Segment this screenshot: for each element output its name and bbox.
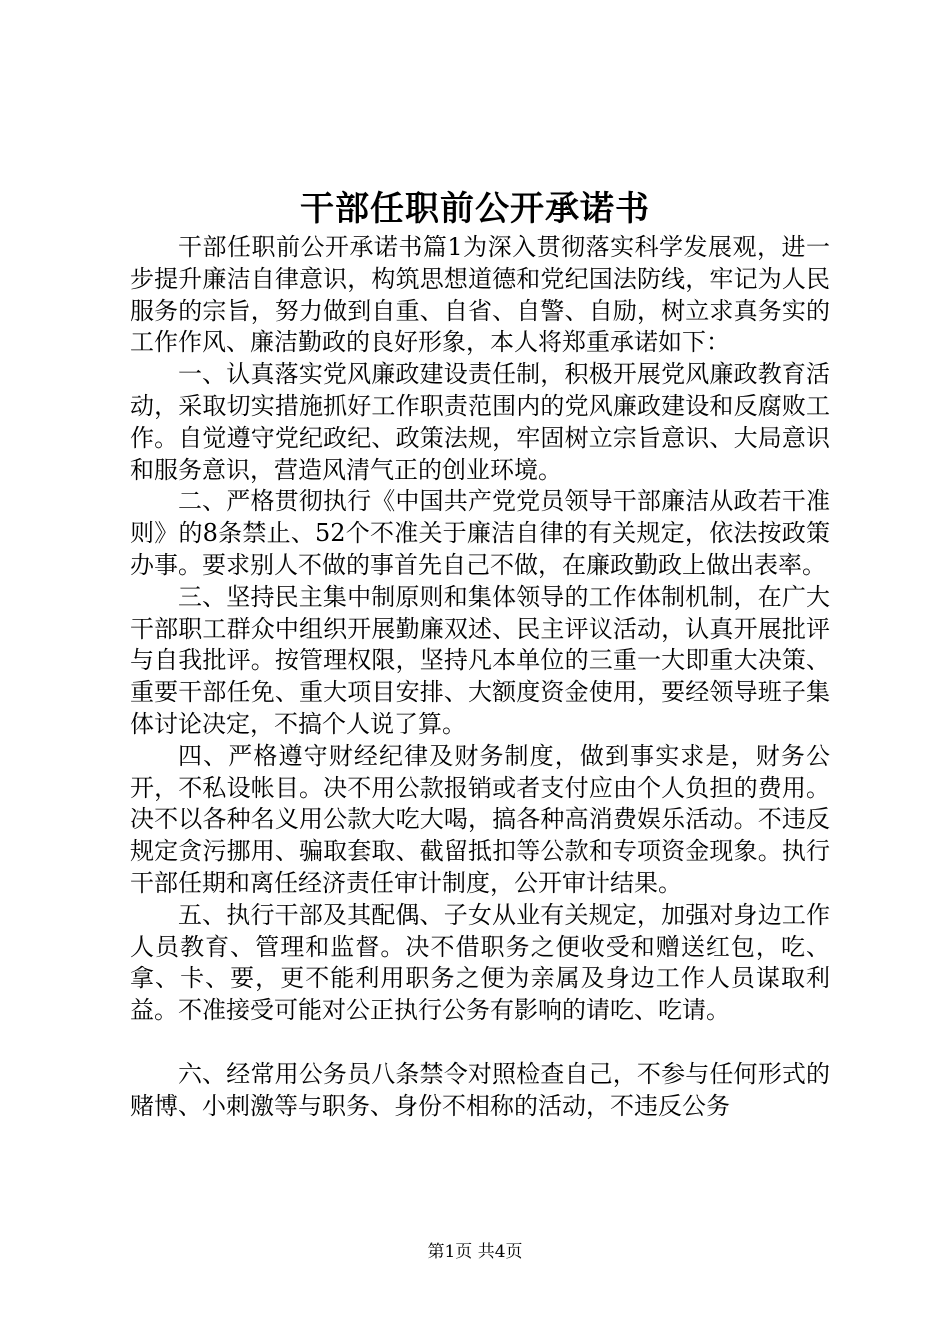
document-title: 干部任职前公开承诺书 xyxy=(300,189,650,229)
page-number-footer: 第1页 共4页 xyxy=(427,1242,523,1262)
paragraph-item-5: 五、执行干部及其配偶、子女从业有关规定，加强对身边工作人员教育、管理和监督。决不借职务之便收受和赠送红包，吃、拿、卡、要，更不能利用职务之便为亲属及身边工作人员谋取利益。不准接受可能对公正执行公务有影响的请吃、吃请。 xyxy=(130,900,830,1025)
paragraph-item-1: 一、认真落实党风廉政建设责任制，积极开展党风廉政教育活动，采取切实措施抓好工作职责范围内的党风廉政建设和反腐败工作。自觉遵守党纪政纪、政策法规，牢固树立宗旨意识、大局意识和服务意识，营造风清气正的创业环境。 xyxy=(130,360,830,484)
paragraph-intro: 干部任职前公开承诺书篇1为深入贯彻落实科学发展观，进一步提升廉洁自律意识，构筑思想道德和党纪国法防线，牢记为人民服务的宗旨，努力做到自重、自省、自警、自励，树立求真务实的工作作风、廉洁勤政的良好形象，本人将郑重承诺如下： xyxy=(130,233,830,357)
paragraph-item-6: 六、经常用公务员八条禁令对照检查自己，不参与任何形式的赌博、小刺激等与职务、身份不相称的活动，不违反公务 xyxy=(130,1059,830,1120)
document-body xyxy=(130,232,830,1123)
paragraph-item-3: 三、坚持民主集中制原则和集体领导的工作体制机制，在广大干部职工群众中组织开展勤廉双述、民主评议活动，认真开展批评与自我批评。按管理权限，坚持凡本单位的三重一大即重大决策、重要干部任免、重大项目安排、大额度资金使用，要经领导班子集体讨论决定，不搞个人说了算。 xyxy=(130,582,830,738)
paragraph-item-4: 四、严格遵守财经纪律及财务制度，做到事实求是，财务公开，不私设帐目。决不用公款报销或者支付应由个人负担的费用。决不以各种名义用公款大吃大喝，搞各种高消费娱乐活动。不违反规定贪污挪用、骗取套取、截留抵扣等公款和专项资金现象。执行干部任期和离任经济责任审计制度，公开审计结果。 xyxy=(130,741,830,897)
paragraph-item-2: 二、严格贯彻执行《中国共产党党员领导干部廉洁从政若干准则》的8条禁止、52个不准关于廉洁自律的有关规定，依法按政策办事。要求别人不做的事首先自己不做，在廉政勤政上做出表率。 xyxy=(130,487,830,579)
